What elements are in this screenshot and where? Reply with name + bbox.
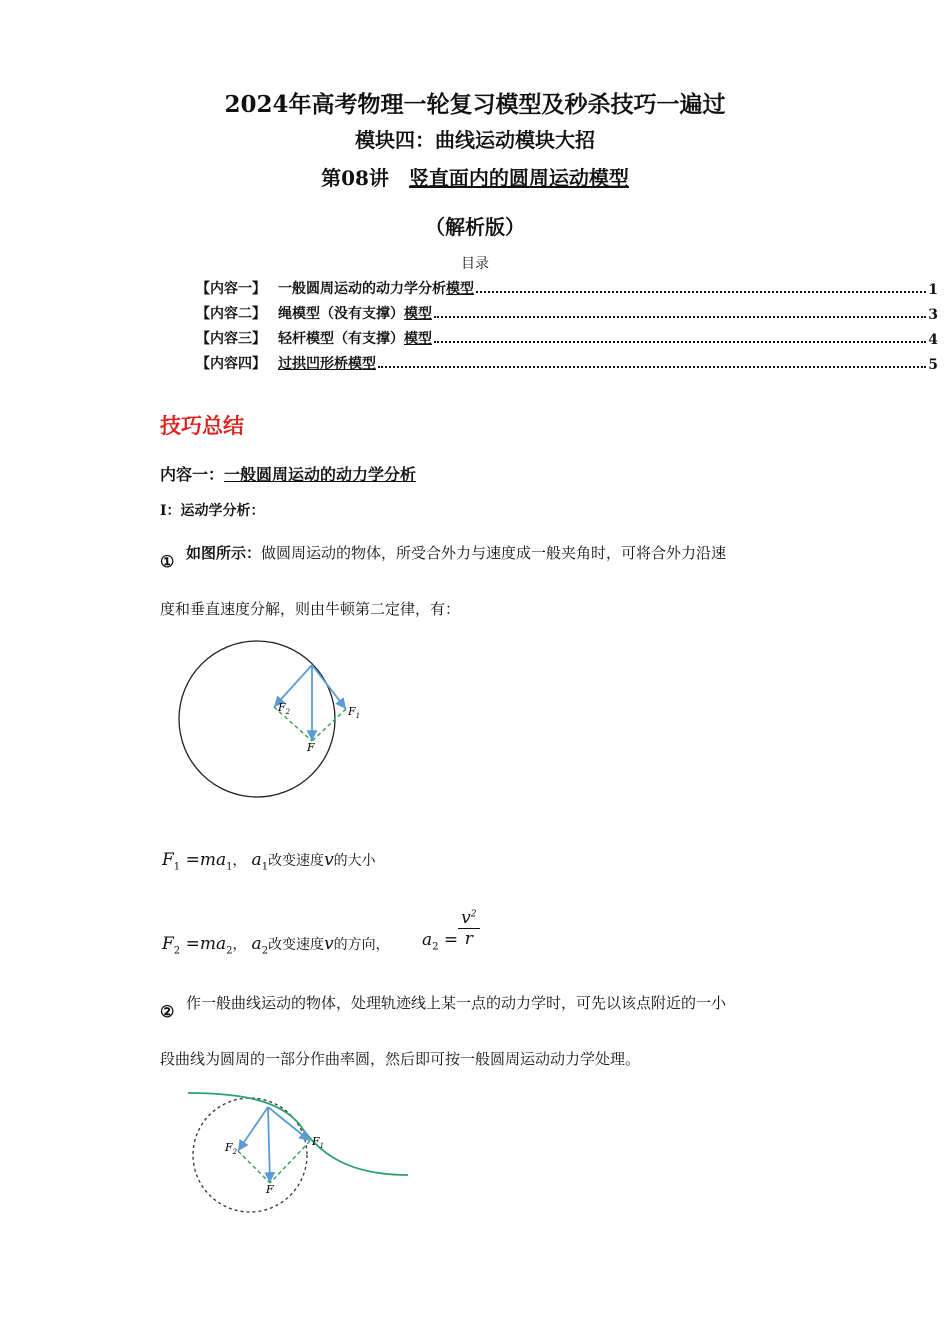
net-force-arrow xyxy=(268,1107,270,1183)
toc-item-text[interactable] xyxy=(278,328,432,348)
label-f: F xyxy=(266,1183,274,1196)
paragraph-1-text: 做圆周运动的物体，所受合外力与速度成一般夹角时，可将合外力沿速 xyxy=(261,544,727,562)
toc-item-label: 【内容三】 xyxy=(196,331,266,347)
paragraph-1-line-1 xyxy=(186,542,726,563)
curvature-circle-figure xyxy=(180,1085,420,1220)
subsection-name: 一般圆周运动的动力学分析 xyxy=(224,465,417,484)
eq1-accel: $a_1$ xyxy=(251,850,269,873)
normal-force-arrow xyxy=(238,1107,268,1151)
toc-leader xyxy=(378,366,926,368)
toc-item-text[interactable] xyxy=(278,278,474,298)
toc-item-text-main: 一般圆周运动的动力学分析 xyxy=(278,281,446,297)
sub-heading: Ⅰ：运动学分析： xyxy=(160,503,265,519)
toc-item-label: 【内容一】 xyxy=(196,281,266,297)
lecture-title xyxy=(0,162,950,191)
toc-item-text[interactable] xyxy=(278,303,432,323)
eq2-text: 改变速度 xyxy=(268,937,325,953)
toc-item-text-link[interactable]: 模型 xyxy=(404,306,432,322)
trajectory-curve xyxy=(188,1093,408,1175)
force-decomposition-figure xyxy=(170,635,370,805)
toc-item[interactable] xyxy=(196,301,938,323)
equation-1: $F_1 =ma_1$， $a_1$改变速度v的大小 xyxy=(162,850,376,873)
toc-item-page: 1 xyxy=(928,282,938,298)
module-title: 模块四：曲线运动模块大招 xyxy=(355,128,595,152)
toc-item-text-link[interactable]: 模型 xyxy=(446,281,474,297)
eq2-formula: $F_2 =ma_2$ xyxy=(162,934,233,957)
label-f2: $F_2$ xyxy=(225,1141,238,1156)
eq1-tail: 的大小 xyxy=(333,853,376,869)
toc-item-label: 【内容四】 xyxy=(196,356,266,372)
toc-item[interactable] xyxy=(196,351,938,373)
lecture-name: 竖直面内的圆周运动模型 xyxy=(408,166,629,190)
toc-item-text[interactable] xyxy=(278,353,376,373)
circled-number-1: ① xyxy=(160,552,175,571)
dashed-component-line xyxy=(270,1141,310,1183)
paragraph-2-line-2: 段曲线为圆周的一部分作曲率圆，然后即可按一般圆周运动动力学处理。 xyxy=(160,1050,641,1068)
dashed-component-line xyxy=(238,1151,270,1183)
label-f1: $F_1$ xyxy=(312,1135,325,1150)
toc-heading: 目录 xyxy=(461,256,489,272)
eq2-accel: $a_2$ xyxy=(251,934,269,957)
toc-item-label: 【内容二】 xyxy=(196,306,266,322)
toc-leader xyxy=(476,291,926,293)
edition-label: （解析版） xyxy=(425,215,525,239)
toc-leader xyxy=(434,316,926,318)
toc-leader xyxy=(434,341,926,343)
lecture-prefix: 第08讲 xyxy=(321,166,389,190)
dashed-component-line xyxy=(312,709,346,741)
toc-item-text-link[interactable]: 过拱凹形桥模型 xyxy=(278,356,376,372)
subsection-title xyxy=(160,462,416,485)
label-f1: $F_1$ xyxy=(348,705,361,720)
toc-item-text-link[interactable]: 模型 xyxy=(404,331,432,347)
label-f: F xyxy=(307,741,315,754)
circled-number-2: ② xyxy=(160,1002,175,1021)
toc-item[interactable] xyxy=(196,326,938,348)
centripetal-formula: $a_2$ = $\frac{v^2}{r}$ xyxy=(422,908,480,949)
eq2-tail: 的方向， xyxy=(333,937,390,953)
paragraph-2-line-1: 作一般曲线运动的物体，处理轨迹线上某一点的动力学时，可先以该点附近的一小 xyxy=(186,994,727,1012)
toc-item-text-main: 绳模型（没有支撑） xyxy=(278,306,404,322)
label-f2: $F_2$ xyxy=(278,701,291,716)
equation-2: $F_2 =ma_2$， $a_2$改变速度v的方向， xyxy=(162,934,390,957)
paragraph-1-line-2: 度和垂直速度分解，则由牛顿第二定律，有： xyxy=(160,600,461,618)
section-title: 技巧总结 xyxy=(160,413,244,438)
toc-item-text-main: 轻杆模型（有支撑） xyxy=(278,331,404,347)
eq1-text: 改变速度 xyxy=(268,853,325,869)
toc-item-page: 4 xyxy=(928,332,938,348)
toc-item-page: 3 xyxy=(928,307,938,323)
toc-item-page: 5 xyxy=(928,357,938,373)
toc-item[interactable] xyxy=(196,276,938,298)
eq1-formula: $F_1 =ma_1$ xyxy=(162,850,233,873)
paragraph-1-lead: 如图所示： xyxy=(186,544,262,562)
document-title: 2024年高考物理一轮复习模型及秒杀技巧一遍过 xyxy=(224,91,726,118)
tangent-force-arrow xyxy=(268,1107,310,1141)
tangent-force-arrow xyxy=(312,665,346,709)
subsection-prefix: 内容一： xyxy=(160,465,225,484)
